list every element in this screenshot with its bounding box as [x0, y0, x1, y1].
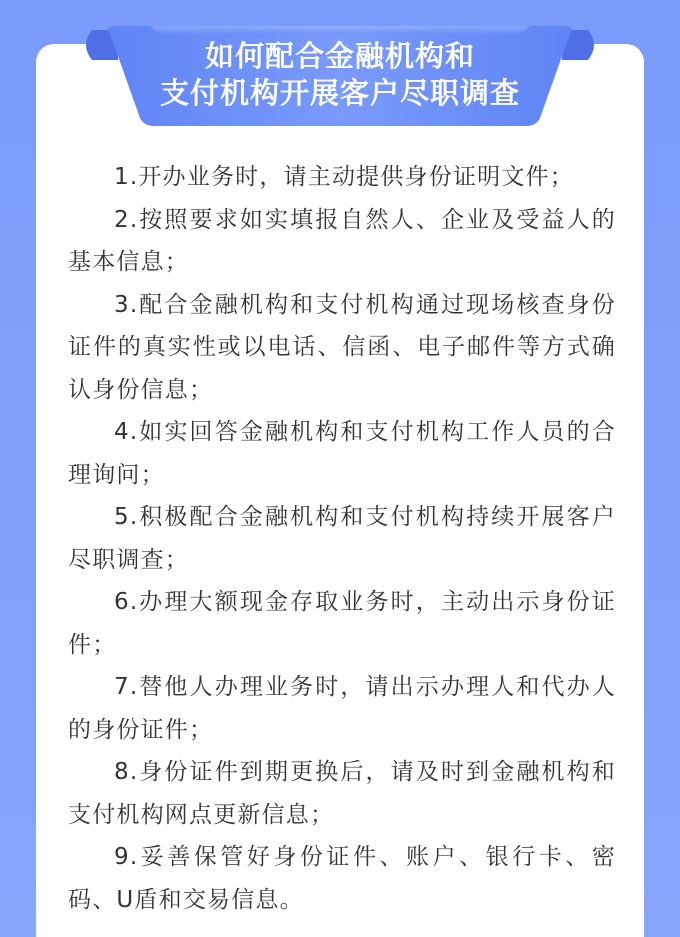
- list-item: 4.如实回答金融机构和支付机构工作人员的合理询问；: [68, 419, 616, 488]
- list-item: 5.积极配合金融机构和支付机构持续开展客户尽职调查；: [68, 504, 616, 573]
- guideline-list: [68, 156, 616, 921]
- page-title-line-2: 支付机构开展客户尽职调查: [159, 76, 520, 110]
- page-title-line-1: 如何配合金融机构和: [204, 39, 475, 73]
- list-item: 8.身份证件到期更换后，请及时到金融机构和支付机构网点更新信息；: [68, 759, 616, 828]
- list-item: 2.按照要求如实填报自然人、企业及受益人的基本信息；: [68, 206, 616, 275]
- list-item: 6.办理大额现金存取业务时，主动出示身份证件；: [68, 589, 616, 658]
- list-item: 7.替他人办理业务时，请出示办理人和代办人的身份证件；: [68, 674, 616, 743]
- list-item: 1.开办业务时，请主动提供身份证明文件；: [114, 164, 574, 190]
- list-item: 3.配合金融机构和支付机构通过现场核查身份证件的真实性或以电话、信函、电子邮件等方式确认身份信息；: [68, 291, 616, 403]
- list-item: 9.妥善保管好身份证件、账户、银行卡、密码、U盾和交易信息。: [68, 844, 616, 913]
